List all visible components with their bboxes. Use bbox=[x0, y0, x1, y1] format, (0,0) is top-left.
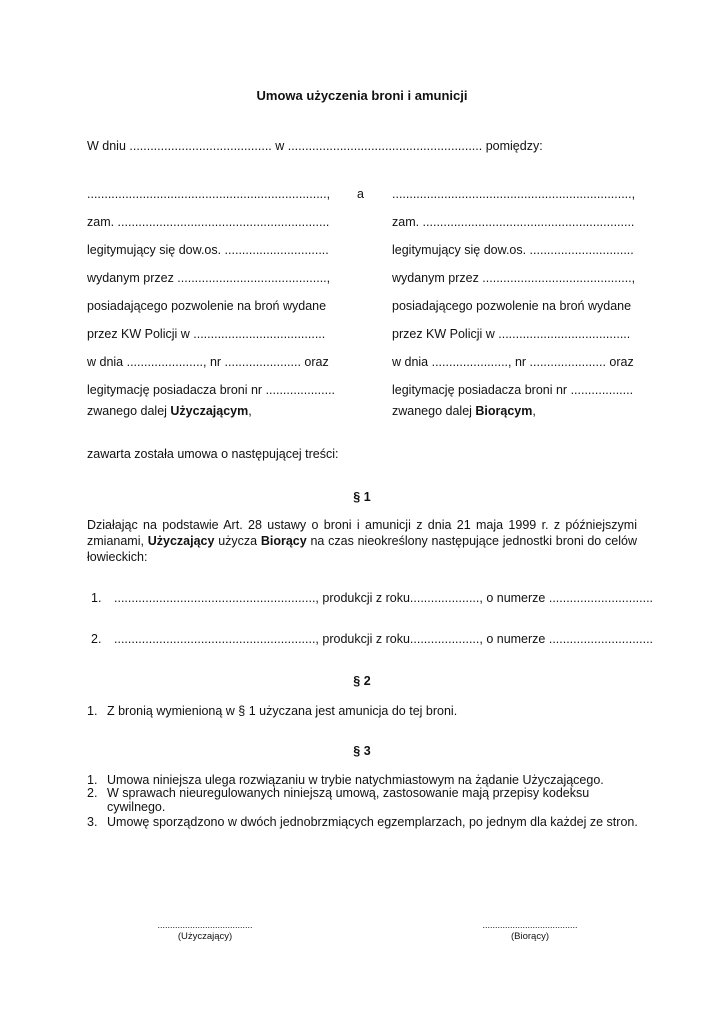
signature-label-right: (Biorący) bbox=[510, 931, 549, 942]
right-kw: przez KW Policji w ...................................... bbox=[392, 327, 631, 341]
sec3-item-1-text: Umowa niniejsza ulega rozwiązaniu w trybie natychmiastowym na żądanie Użyczającego. bbox=[107, 773, 604, 787]
right-role: Biorącym bbox=[475, 404, 533, 418]
section-2-heading: § 2 bbox=[353, 674, 371, 688]
sec1-item-2-number: 2. bbox=[91, 632, 102, 646]
right-legitymacja: legitymację posiadacza broni nr .................. bbox=[392, 383, 634, 397]
sec1-text-a: Działając na podstawie Art. 28 ustawy o broni i amunicji z dnia 21 maja 1999 r. z późniejszymi zmianami, bbox=[87, 518, 637, 548]
left-kw: przez KW Policji w ...................................... bbox=[87, 327, 326, 341]
sec3-item-1-number: 1. bbox=[87, 773, 98, 787]
right-zwanego-suffix: , bbox=[532, 404, 536, 418]
right-wydanym: wydanym przez ..........................................., bbox=[392, 271, 636, 285]
left-pozwolenie: posiadającego pozwolenie na broń wydane bbox=[87, 299, 327, 313]
sec3-item-2-line-1: W sprawach nieuregulowanych niniejszą umową, zastosowanie mają przepisy kodeksu bbox=[107, 786, 590, 800]
right-name-line: ....................................................................., bbox=[392, 187, 636, 201]
party-separator: a bbox=[357, 187, 364, 201]
section-3-heading: § 3 bbox=[353, 744, 371, 758]
sec1-text-e: na czas nieokreślony następujące jednostki broni do celów łowieckich: bbox=[87, 534, 637, 564]
sec3-item-2-number: 2. bbox=[87, 786, 98, 800]
left-zwanego bbox=[87, 404, 252, 418]
sec2-item-1-text: Z bronią wymienioną w § 1 użyczana jest amunicja do tej broni. bbox=[107, 704, 458, 718]
right-zwanego-prefix: zwanego dalej bbox=[392, 404, 476, 418]
sec2-item-1-number: 1. bbox=[87, 704, 98, 718]
left-name-line: ....................................................................., bbox=[87, 187, 331, 201]
left-wydanym: wydanym przez ..........................................., bbox=[87, 271, 331, 285]
signature-label-left: (Użyczający) bbox=[177, 931, 233, 942]
sec1-item-1-number: 1. bbox=[91, 591, 102, 605]
right-pozwolenie: posiadającego pozwolenie na broń wydane bbox=[392, 299, 632, 313]
zawarta-line: zawarta została umowa o następującej treści: bbox=[87, 447, 339, 461]
section-1-paragraph bbox=[87, 517, 637, 565]
right-legit: legitymujący się dow.os. .............................. bbox=[392, 243, 634, 257]
intro-line: W dniu ......................................... w ........................................................ pomiędzy: bbox=[87, 139, 543, 153]
right-zwanego bbox=[392, 404, 536, 418]
sec1-role-uzyczajacy: Użyczający bbox=[147, 534, 215, 548]
right-wdnia: w dnia ......................, nr ...................... oraz bbox=[392, 355, 634, 369]
left-legitymacja: legitymację posiadacza broni nr .................... bbox=[87, 383, 336, 397]
document-title: Umowa użyczenia broni i amunicji bbox=[256, 88, 468, 103]
sec3-item-3-number: 3. bbox=[87, 815, 98, 829]
signature-line-left: ...................................... bbox=[157, 920, 253, 930]
right-zam: zam. ............................................................. bbox=[392, 215, 635, 229]
sec1-text-c: użycza bbox=[214, 534, 261, 548]
sec1-role-bioracy: Biorący bbox=[260, 534, 307, 548]
left-zwanego-prefix: zwanego dalej bbox=[87, 404, 171, 418]
left-role: Użyczającym bbox=[170, 404, 249, 418]
left-zam: zam. ............................................................. bbox=[87, 215, 330, 229]
sec1-item-1-text: .........................................................., produkcji z roku...................., o numerze .............................. bbox=[114, 591, 654, 605]
left-zwanego-suffix: , bbox=[248, 404, 252, 418]
left-wdnia: w dnia ......................, nr ...................... oraz bbox=[87, 355, 329, 369]
section-1-heading: § 1 bbox=[353, 490, 371, 504]
left-legit: legitymujący się dow.os. .............................. bbox=[87, 243, 329, 257]
sec1-item-2-text: .........................................................., produkcji z roku...................., o numerze .............................. bbox=[114, 632, 654, 646]
sec3-item-2-line-2: cywilnego. bbox=[107, 800, 166, 814]
signature-line-right: ...................................... bbox=[482, 920, 578, 930]
sec3-item-3-text: Umowę sporządzono w dwóch jednobrzmiących egzemplarzach, po jednym dla każdej ze stron. bbox=[107, 815, 638, 829]
